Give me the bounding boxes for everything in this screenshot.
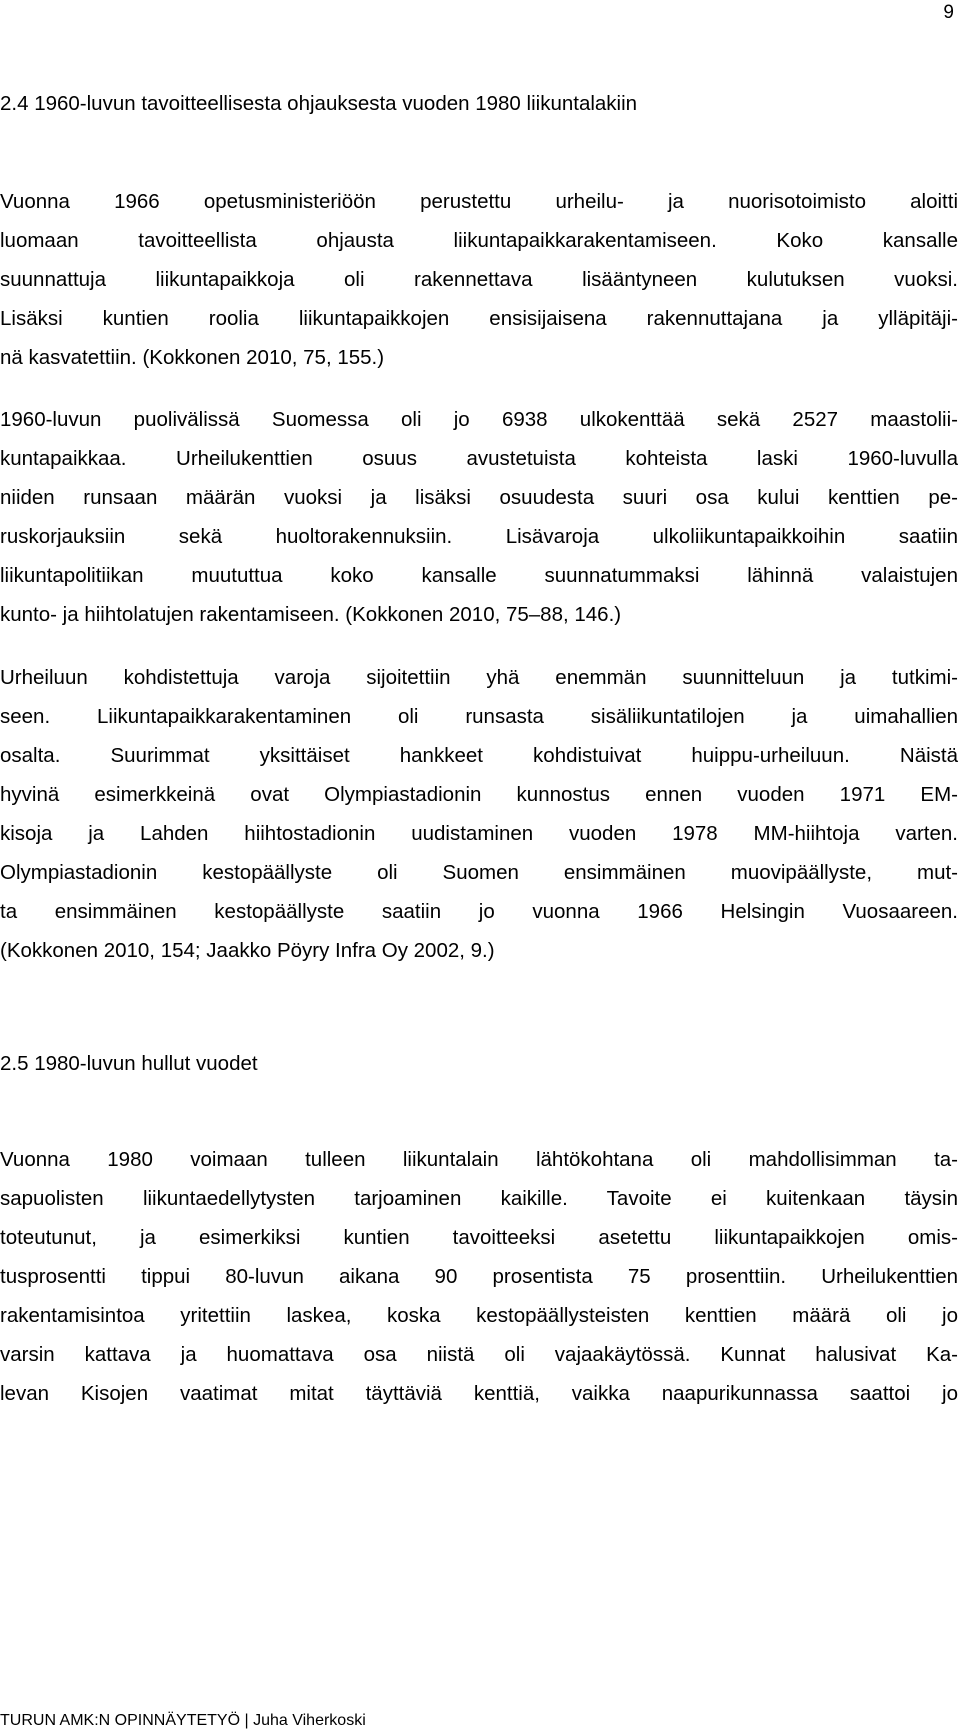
paragraph-2 [0, 400, 958, 634]
section-heading-2-4: 2.4 1960-luvun tavoitteellisesta ohjauksesta vuoden 1980 liikuntalakiin [0, 92, 638, 115]
text-line: kuntapaikkaa. Urheilukenttien osuus avustetuista kohteista laski 1960-luvulla [0, 447, 958, 470]
text-line: suunnattuja liikuntapaikkoja oli rakennettava lisääntyneen kulutuksen vuoksi. [0, 268, 958, 291]
paragraph-4 [0, 1140, 958, 1413]
text-line: niiden runsaan määrän vuoksi ja lisäksi osuudesta suuri osa kului kenttien pe- [0, 486, 958, 509]
footer-institution: TURUN AMK:N OPINNÄYTETYÖ [0, 1712, 241, 1729]
text-line: hyvinä esimerkkeinä ovat Olympiastadionin kunnostus ennen vuoden 1971 EM- [0, 783, 958, 806]
text-line: (Kokkonen 2010, 154; Jaakko Pöyry Infra Oy 2002, 9.) [0, 939, 495, 962]
text-line: seen. Liikuntapaikkarakentaminen oli runsasta sisäliikuntatilojen ja uimahallien [0, 705, 958, 728]
text-line: varsin kattava ja huomattava osa niistä oli vajaakäytössä. Kunnat halusivat Ka- [0, 1343, 958, 1366]
text-line: rakentamisintoa yritettiin laskea, koska kestopäällysteisten kenttien määrä oli jo [0, 1304, 958, 1327]
text-line: tusprosentti tippui 80-luvun aikana 90 prosentista 75 prosenttiin. Urheilukenttien [0, 1265, 958, 1288]
text-line: levan Kisojen vaatimat mitat täyttäviä kenttiä, vaikka naapurikunnassa saattoi jo [0, 1382, 958, 1405]
paragraph-1 [0, 182, 958, 377]
text-line: liikuntapolitiikan muututtua koko kansalle suunnatummaksi lähinnä valaistujen [0, 564, 958, 587]
text-line: luomaan tavoitteellista ohjausta liikuntapaikkarakentamiseen. Koko kansalle [0, 229, 958, 252]
page-number: 9 [943, 2, 954, 23]
footer [0, 1712, 366, 1730]
text-line: ta ensimmäinen kestopäällyste saatiin jo vuonna 1966 Helsingin Vuosaareen. [0, 900, 958, 923]
footer-separator: | [244, 1712, 249, 1729]
text-line: nä kasvatettiin. (Kokkonen 2010, 75, 155.) [0, 346, 385, 369]
text-line: kunto- ja hiihtolatujen rakentamiseen. (Kokkonen 2010, 75–88, 146.) [0, 603, 622, 626]
text-line: Olympiastadionin kestopäällyste oli Suomen ensimmäinen muovipäällyste, mut- [0, 861, 958, 884]
text-line: Vuonna 1980 voimaan tulleen liikuntalain lähtökohtana oli mahdollisimman ta- [0, 1148, 958, 1171]
text-line: Vuonna 1966 opetusministeriöön perustettu urheilu- ja nuorisotoimisto aloitti [0, 190, 958, 213]
paragraph-3 [0, 658, 958, 970]
text-line: 1960-luvun puolivälissä Suomessa oli jo 6938 ulkokenttää sekä 2527 maastolii- [0, 408, 958, 431]
text-line: osalta. Suurimmat yksittäiset hankkeet kohdistuivat huippu-urheiluun. Näistä [0, 744, 958, 767]
text-line: sapuolisten liikuntaedellytysten tarjoaminen kaikille. Tavoite ei kuitenkaan täysin [0, 1187, 958, 1210]
footer-author: Juha Viherkoski [253, 1712, 366, 1729]
text-line: toteutunut, ja esimerkiksi kuntien tavoitteeksi asetettu liikuntapaikkojen omis- [0, 1226, 958, 1249]
text-line: kisoja ja Lahden hiihtostadionin uudistaminen vuoden 1978 MM-hiihtoja varten. [0, 822, 958, 845]
text-line: ruskorjauksiin sekä huoltorakennuksiin. Lisävaroja ulkoliikuntapaikkoihin saatiin [0, 525, 958, 548]
section-heading-2-5: 2.5 1980-luvun hullut vuodet [0, 1052, 258, 1075]
text-line: Lisäksi kuntien roolia liikuntapaikkojen ensisijaisena rakennuttajana ja ylläpitäji- [0, 307, 958, 330]
text-line: Urheiluun kohdistettuja varoja sijoitettiin yhä enemmän suunnitteluun ja tutkimi- [0, 666, 958, 689]
